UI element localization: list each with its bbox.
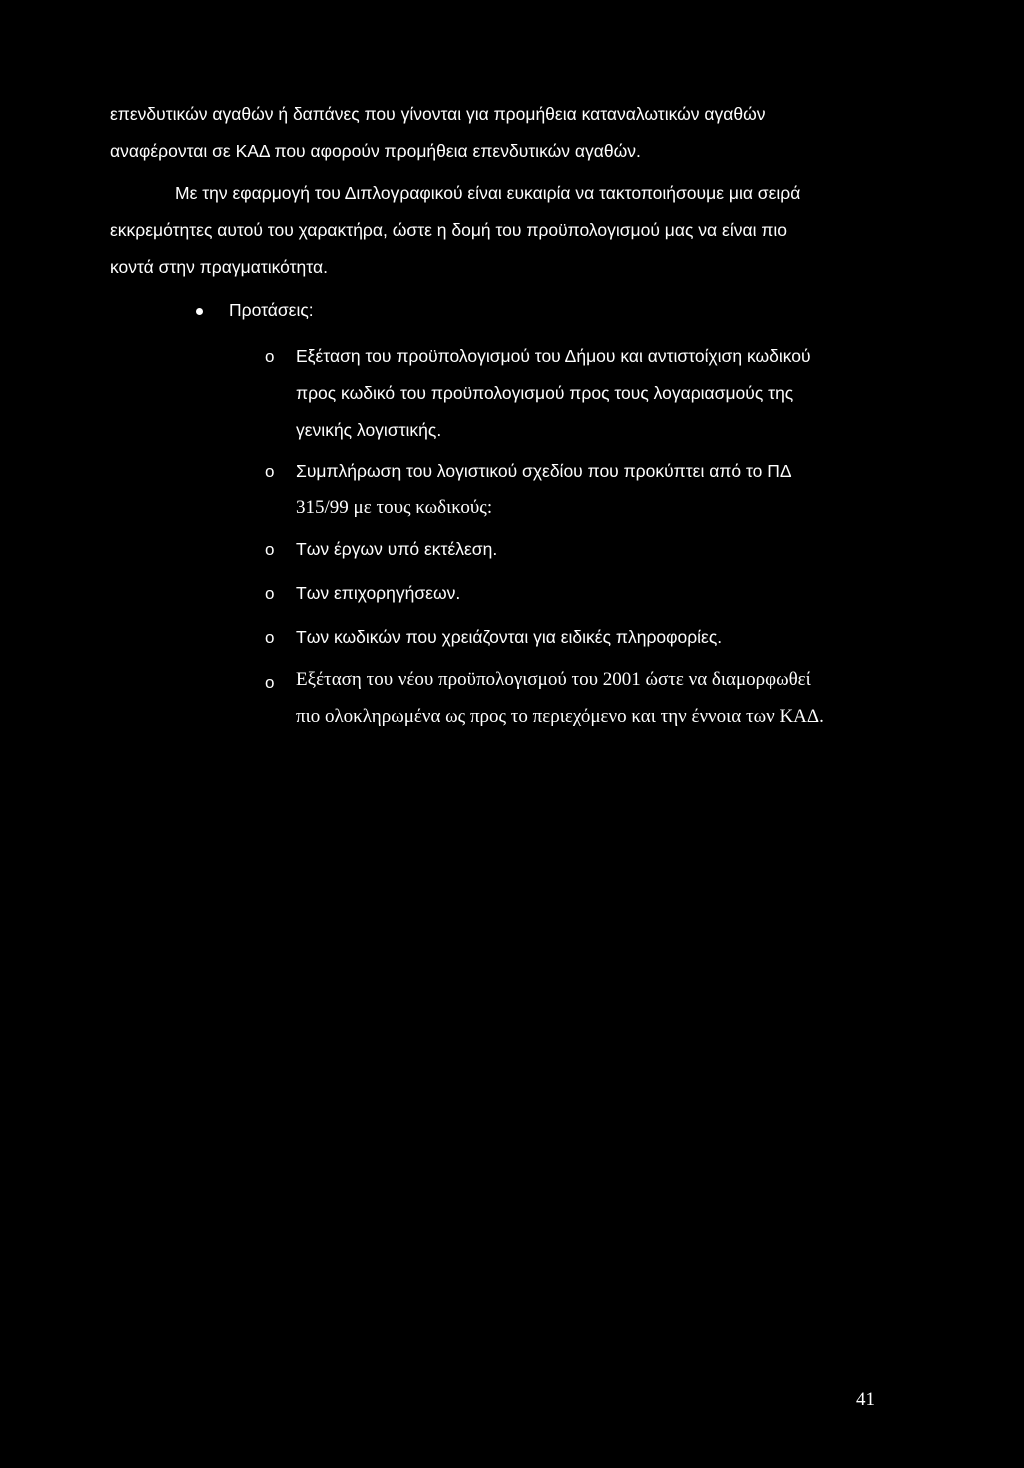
paragraph-1-line-1: επενδυτικών αγαθών ή δαπάνες που γίνονται για προμήθεια καταναλωτικών αγαθών bbox=[110, 104, 766, 124]
sub-bullet-icon: o bbox=[265, 673, 275, 692]
proposal-item-5-line-1: Των κωδικών που χρειάζονται για ειδικές πληροφορίες. bbox=[296, 627, 723, 647]
proposal-item-3-line-1: Των έργων υπό εκτέλεση. bbox=[296, 539, 498, 559]
bullet-dot-icon bbox=[196, 308, 203, 315]
sub-bullet-icon: o bbox=[265, 540, 275, 559]
paragraph-1-line-2: αναφέρονται σε ΚΑΔ που αφορούν προμήθεια επενδυτικών αγαθών. bbox=[110, 141, 641, 161]
proposal-item-1-line-3: γενικής λογιστικής. bbox=[296, 420, 442, 440]
sub-bullet-icon: o bbox=[265, 628, 275, 647]
proposals-heading: Προτάσεις: bbox=[229, 300, 314, 320]
sub-bullet-icon: o bbox=[265, 462, 275, 481]
sub-bullet-icon: o bbox=[265, 347, 275, 366]
sub-bullet-icon: o bbox=[265, 584, 275, 603]
proposal-item-6-line-1: Εξέταση του νέου προϋπολογισμού του 2001 ώστε να διαμορφωθεί bbox=[296, 669, 811, 690]
proposal-item-2-line-2: 315/99 με τους κωδικούς: bbox=[296, 497, 493, 518]
proposal-item-1-line-1: Εξέταση του προϋπολογισμού του Δήμου και αντιστοίχιση κωδικού bbox=[296, 346, 811, 366]
proposal-item-1-line-2: προς κωδικό του προϋπολογισμού προς τους λογαριασμούς της bbox=[296, 383, 794, 403]
proposal-item-6-line-2: πιο ολοκληρωμένα ως προς το περιεχόμενο και την έννοια των ΚΑΔ. bbox=[296, 706, 824, 727]
proposal-item-4-line-1: Των επιχορηγήσεων. bbox=[296, 583, 461, 603]
proposal-item-2-line-1: Συμπλήρωση του λογιστικού σχεδίου που προκύπτει από το ΠΔ bbox=[296, 461, 792, 481]
paragraph-2-line-2: εκκρεμότητες αυτού του χαρακτήρα, ώστε η δομή του προϋπολογισμού μας να είναι πιο bbox=[110, 220, 788, 240]
paragraph-2-line-1: Με την εφαρμογή του Διπλογραφικού είναι ευκαιρία να τακτοποιήσουμε μια σειρά bbox=[175, 183, 801, 203]
paragraph-2-line-3: κοντά στην πραγματικότητα. bbox=[110, 257, 328, 277]
page-number: 41 bbox=[856, 1389, 875, 1410]
